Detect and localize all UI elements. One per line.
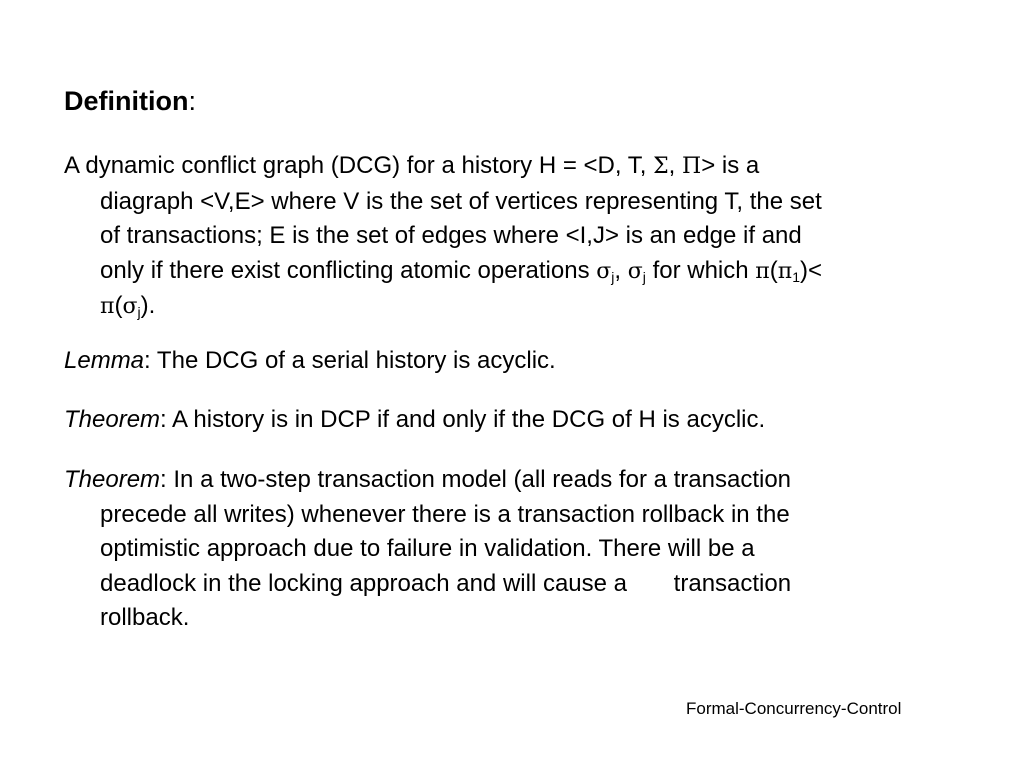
text-run: rollback. [100,604,190,631]
text-run: optimistic approach due to failure in validation. There will be a [100,535,755,562]
text-run: )< [800,256,823,284]
slide-footer: Formal-Concurrency-Control [686,699,902,718]
theorem-label: Theorem [64,466,161,493]
pi-symbol: π [100,294,115,319]
sigma-symbol: σ [596,258,612,284]
subscript: j [642,268,646,285]
subscript: j [137,304,141,320]
text-run: precede all writes) whenever there is a transaction rollback in the [100,500,790,528]
lemma-paragraph [64,344,1000,379]
text-run: deadlock in the locking approach and will cause a transaction [100,569,792,597]
text-run: only if there exist conflicting atomic operations [100,256,597,284]
definition-title: Definition [64,86,189,116]
text-run: , [668,152,683,179]
sigma-symbol: σ [627,258,643,284]
definition-paragraph [64,149,1000,325]
theorem-paragraph-1 [64,403,1000,438]
text-run: : In a two-step transaction model (all reads for a transaction [160,466,792,493]
sigma-symbol: σ [122,294,138,319]
text-run: A dynamic conflict graph (DCG) for a history H = <D, T, [64,152,654,179]
subscript: j [611,268,615,285]
text-run: > is a [701,152,760,179]
lemma-label: Lemma [64,347,145,374]
text-run: ). [140,292,156,319]
pi-symbol: Π [682,154,702,179]
definition-heading [64,84,196,118]
theorem-paragraph-2 [64,463,1000,636]
text-run: of transactions; E is the set of edges where <I,J> is an edge if and [100,222,802,249]
text-run: for which [645,256,756,284]
text-run: ( [114,292,123,319]
theorem-text: : A history is in DCP if and only if the DCG of H is acyclic. [160,406,766,433]
subscript: 1 [792,268,801,285]
theorem-label: Theorem [64,406,161,433]
pi-symbol: π [755,258,770,284]
text-run: ( [769,256,778,284]
definition-colon: : [188,86,196,116]
pi-symbol: π [777,258,793,284]
text-run: , [614,256,628,284]
sigma-symbol: Σ [653,154,669,179]
lemma-text: : The DCG of a serial history is acyclic. [144,347,556,374]
text-run: diagraph <V,E> where V is the set of vertices representing T, the set [100,187,822,215]
